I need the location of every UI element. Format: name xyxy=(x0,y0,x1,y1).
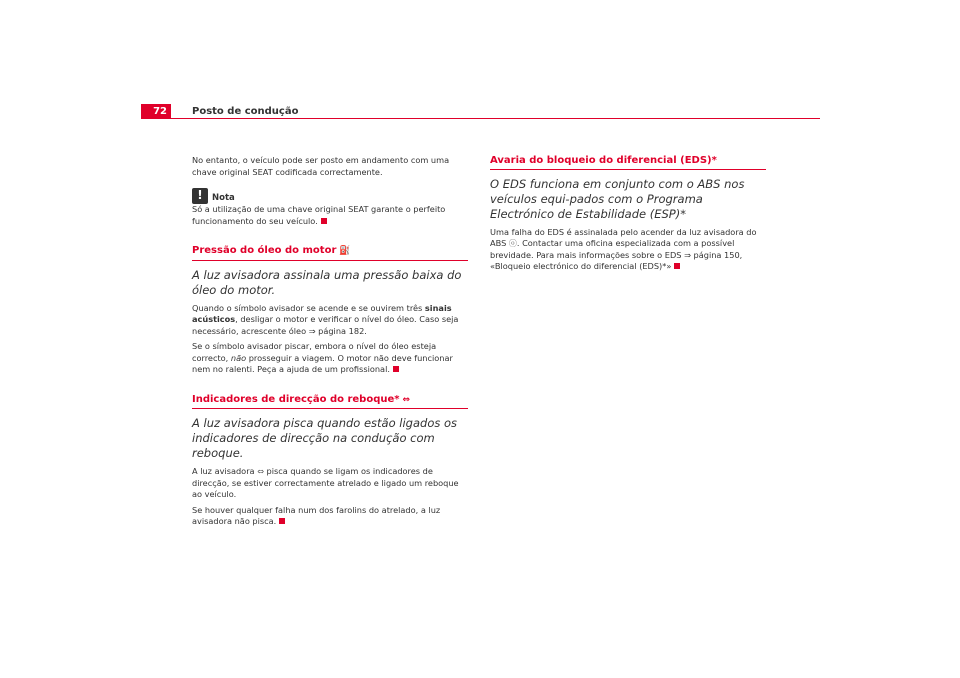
oil-paragraph-2: Se o símbolo avisador piscar, embora o nível do óleo esteja correcto, não prosseguir a viagem. O motor não deve funcionar nem no ralenti. Peça a ajuda de um profissional. xyxy=(192,341,453,374)
oil-pressure-heading: Pressão do óleo do motor ⛽ xyxy=(192,245,468,261)
trailer-indicators-subtitle: A luz avisadora pisca quando estão ligados os indicadores de direcção na condução com reboque. xyxy=(192,416,458,460)
header-rule xyxy=(171,118,820,119)
eds-paragraph: Uma falha do EDS é assinalada pelo acender da luz avisadora do ABS ⓞ. Contactar uma oficina especializada com a possível brevidade. Para mais informações sobre o EDS ⇒ página 150, «Bloqueio electrónico do diferencial (EDS)*» xyxy=(490,226,757,271)
note-label: Nota xyxy=(212,192,235,203)
trailer-indicator-icon: ⇔ xyxy=(257,467,264,476)
page-number: 72 xyxy=(141,104,171,119)
oil-paragraph-1: Quando o símbolo avisador se acende e se ouvirem três sinais acústicos, desligar o motor e verificar o nível do óleo. Caso seja necessário, acrescente óleo ⇒ página 182. xyxy=(192,302,459,336)
trailer-indicators-heading: Indicadores de direcção do reboque* ⇔ xyxy=(192,394,468,410)
chapter-title: Posto de condução xyxy=(192,106,299,117)
oil-can-icon: ⛽ xyxy=(339,246,351,256)
right-column xyxy=(490,155,766,277)
oil-pressure-subtitle: A luz avisadora assinala uma pressão baixa do óleo do motor. xyxy=(192,267,462,297)
left-column xyxy=(192,155,468,532)
note-info-icon: ! xyxy=(192,188,208,204)
note-text: Só a utilização de uma chave original SEAT garante o perfeito funcionamento do seu veículo. xyxy=(192,204,446,226)
trailer-paragraph-1: A luz avisadora ⇔ pisca quando se ligam os indicadores de direcção, se estiver correctamente atrelado e ligado um reboque ao veículo. xyxy=(192,466,459,499)
eds-heading: Avaria do bloqueio do diferencial (EDS)* xyxy=(490,155,766,170)
trailer-paragraph-2: Se houver qualquer falha num dos farolins do atrelado, a luz avisadora não pisca. xyxy=(192,504,441,526)
section-end-icon xyxy=(321,218,327,224)
note-header xyxy=(192,188,468,204)
eds-subtitle: O EDS funciona em conjunto com o ABS nos veículos equi-pados com o Programa Electrónico de Estabilidade (ESP)* xyxy=(490,176,745,221)
abs-warning-icon: ⓞ xyxy=(508,239,517,248)
section-end-icon xyxy=(279,518,285,524)
trailer-indicator-icon: ⇔ xyxy=(402,394,411,405)
section-end-icon xyxy=(393,366,399,372)
section-end-icon xyxy=(674,263,680,269)
intro-paragraph: No entanto, o veículo pode ser posto em andamento com uma chave original SEAT codificada correctamente. xyxy=(192,155,450,177)
